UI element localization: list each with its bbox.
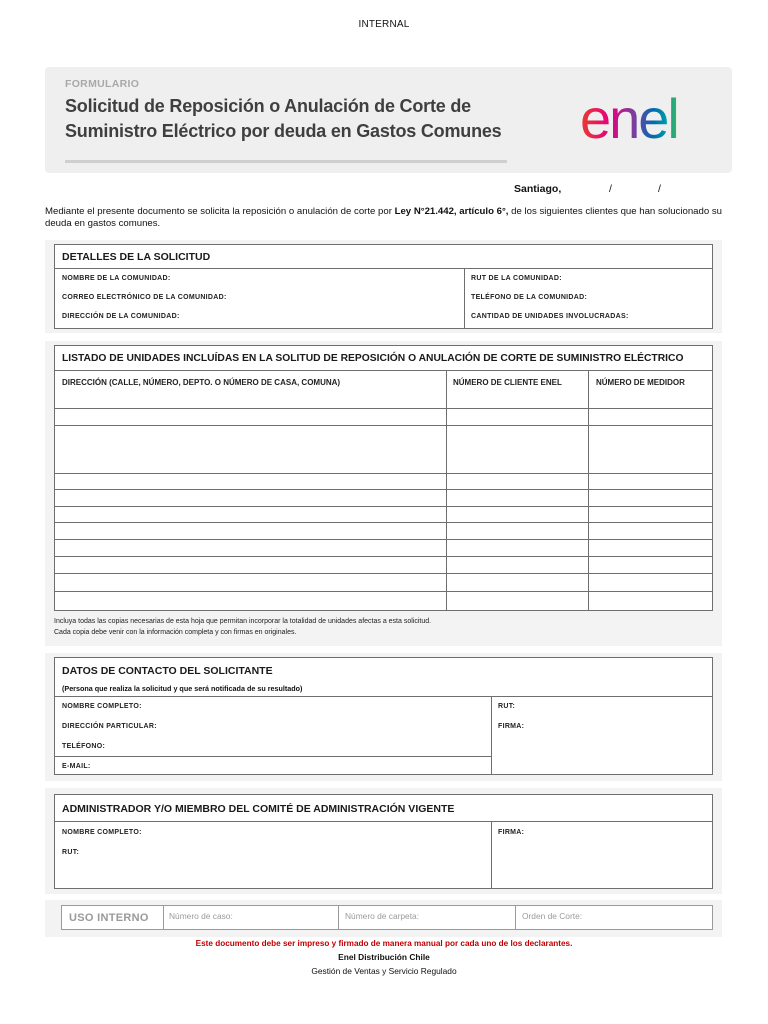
enel-logo <box>580 90 720 146</box>
listado-title-divider <box>55 370 712 371</box>
intro-law-reference: Ley N°21.442, artículo 6°, <box>394 206 509 217</box>
company-name: Enel Distribución Chile <box>338 952 430 962</box>
field-rut-comunidad[interactable]: RUT DE LA COMUNIDAD: <box>471 275 562 282</box>
form-title <box>65 94 502 144</box>
department-name: Gestión de Ventas y Servicio Regulado <box>311 966 457 976</box>
field-correo-comunidad[interactable]: CORREO ELECTRÓNICO DE LA COMUNIDAD: <box>62 294 227 301</box>
field-numero-caso[interactable]: Número de caso: <box>169 911 233 921</box>
field-nombre-solicitante[interactable]: NOMBRE COMPLETO: <box>62 703 142 710</box>
field-rut-solicitante[interactable]: RUT: <box>498 703 516 710</box>
field-email-solicitante[interactable]: E-MAIL: <box>62 763 91 770</box>
contacto-email-divider <box>55 756 491 757</box>
field-firma-administrador[interactable]: FIRMA: <box>498 829 525 836</box>
column-header-direccion: DIRECCIÓN (CALLE, NÚMERO, DEPTO. O NÚMERO DE CASA, COMUNA) <box>62 378 341 387</box>
detalles-divider <box>55 268 712 269</box>
contacto-subtitle: (Persona que realiza la solicitud y que será notificada de su resultado) <box>62 684 303 693</box>
column-divider-1 <box>446 370 447 610</box>
listado-note-line-1: Incluya todas las copias necesarias de esta hoja que permitan incorporar la totalidad de unidades afectas a esta solicitud. <box>54 618 432 625</box>
contacto-divider <box>55 696 712 697</box>
table-row <box>55 425 712 426</box>
table-row <box>55 506 712 507</box>
uso-divider-1 <box>163 906 164 929</box>
field-firma-solicitante[interactable]: FIRMA: <box>498 723 525 730</box>
table-row <box>55 556 712 557</box>
city-label: Santiago, <box>514 183 562 195</box>
uso-interno-box <box>61 905 713 930</box>
classification-label: INTERNAL <box>358 19 410 30</box>
uso-divider-3 <box>515 906 516 929</box>
administrador-column-divider <box>491 821 492 888</box>
field-orden-corte[interactable]: Orden de Corte: <box>522 911 583 921</box>
listado-note-line-2: Cada copia debe venir con la información completa y con firmas en originales. <box>54 628 297 636</box>
form-title-line-1: Solicitud de Reposición o Anulación de Corte de <box>65 96 471 116</box>
column-header-medidor: NÚMERO DE MEDIDOR <box>596 378 685 387</box>
signature-notice: Este documento debe ser impreso y firmado de manera manual por cada uno de los declarantes. <box>195 939 573 948</box>
table-row <box>55 473 712 474</box>
form-title-line-2: Suministro Eléctrico por deuda en Gastos Comunes <box>65 121 502 141</box>
contacto-box <box>54 657 713 775</box>
field-rut-administrador[interactable]: RUT: <box>62 849 80 856</box>
field-cantidad-unidades[interactable]: CANTIDAD DE UNIDADES INVOLUCRADAS: <box>471 313 629 320</box>
table-row <box>55 522 712 523</box>
uso-interno-label: USO INTERNO <box>69 912 149 924</box>
field-telefono-comunidad[interactable]: TELÉFONO DE LA COMUNIDAD: <box>471 294 588 301</box>
uso-divider-2 <box>338 906 339 929</box>
column-header-cliente: NÚMERO DE CLIENTE ENEL <box>453 378 562 387</box>
listado-note <box>54 617 431 638</box>
intro-text-1: Mediante el presente documento se solicita la reposición o anulación de corte por <box>45 206 395 217</box>
contacto-title: DATOS DE CONTACTO DEL SOLICITANTE <box>62 665 273 677</box>
header-divider <box>65 160 507 163</box>
listado-title: LISTADO DE UNIDADES INCLUÍDAS EN LA SOLITUD DE REPOSICIÓN O ANULACIÓN DE CORTE DE SUMINISTRO ELÉCTRICO <box>62 353 684 364</box>
field-numero-carpeta[interactable]: Número de carpeta: <box>345 911 420 921</box>
field-direccion-particular[interactable]: DIRECCIÓN PARTICULAR: <box>62 723 157 730</box>
listado-table <box>54 345 713 611</box>
administrador-divider <box>55 821 712 822</box>
intro-text-2: de los siguientes clientes que han solucionado su deuda en gastos comunes. <box>45 206 722 229</box>
table-row <box>55 591 712 592</box>
contacto-column-divider <box>491 696 492 774</box>
table-row <box>55 489 712 490</box>
detalles-box <box>54 244 713 329</box>
administrador-title: ADMINISTRADOR Y/O MIEMBRO DEL COMITÉ DE ADMINISTRACIÓN VIGENTE <box>62 803 455 815</box>
table-row <box>55 539 712 540</box>
table-row <box>55 573 712 574</box>
intro-paragraph <box>45 206 722 229</box>
field-nombre-administrador[interactable]: NOMBRE COMPLETO: <box>62 829 142 836</box>
enel-logo-wordmark: enel <box>580 90 678 146</box>
date-separator-2: / <box>658 183 661 195</box>
field-direccion-comunidad[interactable]: DIRECCIÓN DE LA COMUNIDAD: <box>62 313 180 320</box>
detalles-title: DETALLES DE LA SOLICITUD <box>62 251 211 263</box>
form-header <box>45 67 732 173</box>
field-telefono-solicitante[interactable]: TELÉFONO: <box>62 743 106 750</box>
field-nombre-comunidad[interactable]: NOMBRE DE LA COMUNIDAD: <box>62 275 171 282</box>
detalles-column-divider <box>464 268 465 328</box>
form-eyebrow: FORMULARIO <box>65 78 140 90</box>
column-divider-2 <box>588 370 589 610</box>
administrador-box <box>54 794 713 889</box>
table-row <box>55 408 712 409</box>
date-separator-1: / <box>609 183 612 195</box>
